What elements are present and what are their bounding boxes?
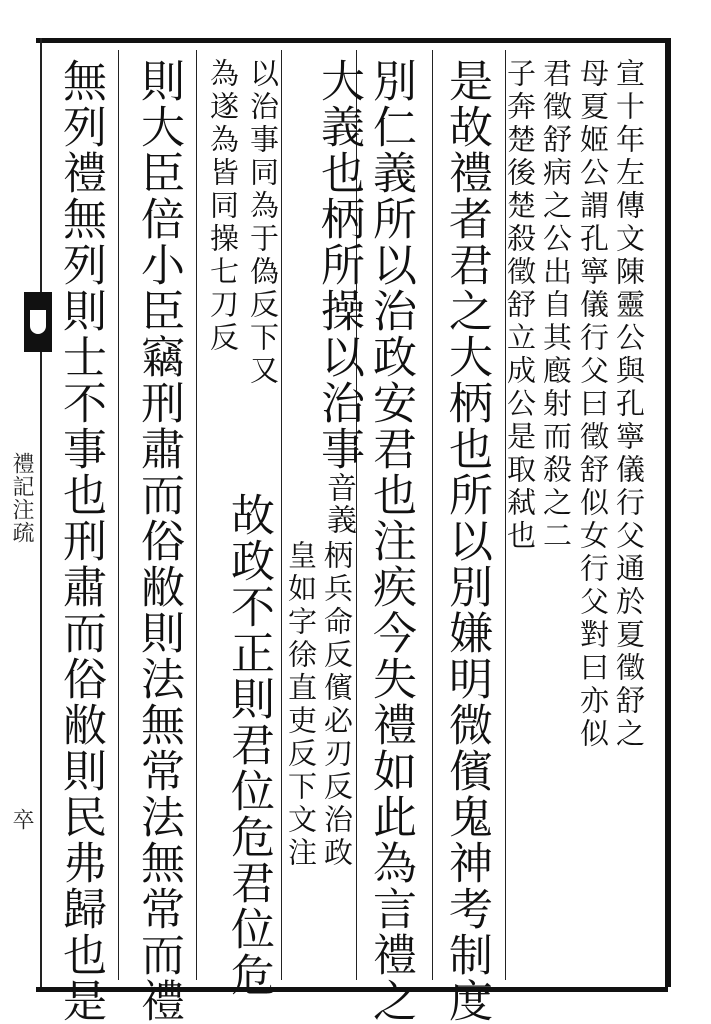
column-rule xyxy=(196,50,197,980)
main-text-line-3: 故政不正則君位危君位危 xyxy=(223,492,274,998)
commentary-line-1: 宣十年左傳文陳靈公與孔寧儀行父通於夏徵舒之 xyxy=(612,58,646,751)
phonetic-notes-label: 音義 xyxy=(321,472,356,536)
main-text-segment: 大義也柄所操以治事 xyxy=(313,58,364,472)
commentary-line-2: 母夏姬公謂孔寧儀行父曰徵舒似女行父對曰亦似 xyxy=(576,58,610,751)
right-border-rule xyxy=(665,38,671,987)
commentary-line-6: 皇如字徐直吏反下文注 xyxy=(284,540,318,870)
fishtail-mark xyxy=(24,292,52,352)
commentary-line-3: 君徵舒病之公出自其廏射而殺之二 xyxy=(539,58,573,553)
main-text-line-2: 別仁義所以治政安君也注疾今失禮如此為言禮之 xyxy=(365,58,416,1024)
commentary-line-5: 以治事同為于偽反下又 xyxy=(246,58,280,388)
commentary-line-4: 子奔楚後楚殺徵舒立成公是取弒也 xyxy=(503,58,537,553)
page-number: 卒 xyxy=(9,808,34,830)
commentary-segment: 柄兵命反儐必刃反治政 xyxy=(320,540,354,870)
main-text-line-4: 則大臣倍小臣竊刑肅而俗敝則法無常法無常而禮 xyxy=(133,58,184,1024)
column-rule xyxy=(118,50,119,980)
commentary-line-7: 為遂為皆同操七刀反 xyxy=(206,58,240,355)
column-rule xyxy=(432,50,433,980)
column-rule xyxy=(281,50,282,980)
gutter-rule xyxy=(40,38,42,987)
main-text-line-5: 無列禮無列則士不事也刑肅而俗敝則民弗歸也是 xyxy=(55,58,106,1024)
book-title: 禮記注疏 xyxy=(9,452,34,544)
main-text-line-1: 是故禮者君之大柄也所以別嫌明微儐鬼神考制度 xyxy=(441,58,492,1024)
